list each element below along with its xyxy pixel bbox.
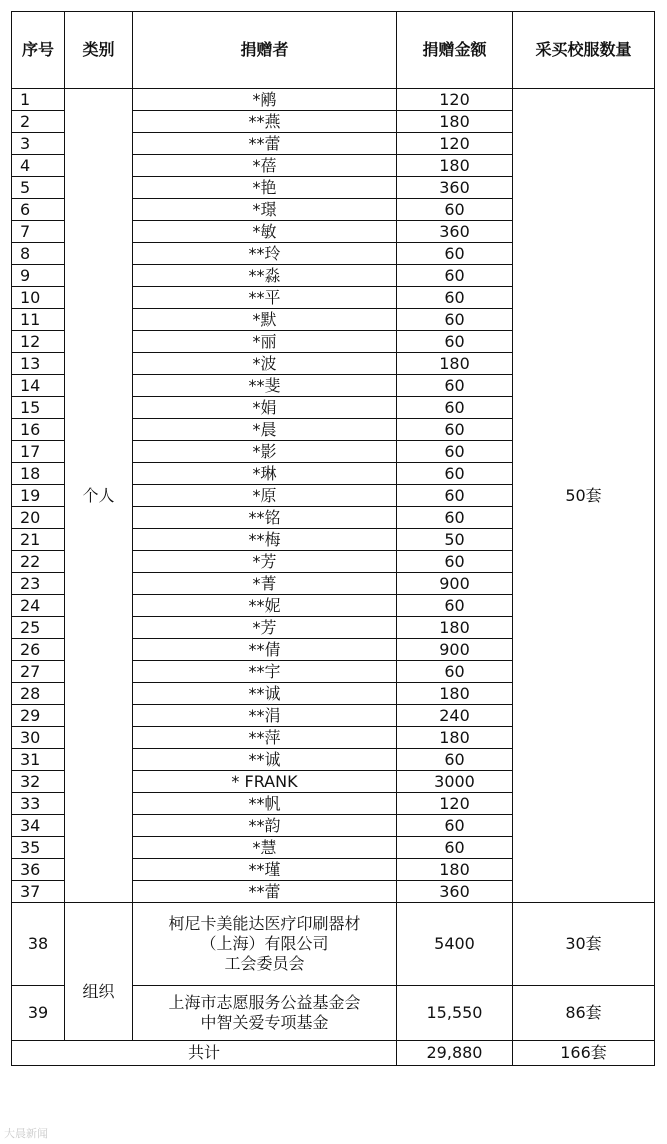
donor-cell: **平 xyxy=(133,287,397,309)
seq-cell: 38 xyxy=(12,903,65,986)
seq-cell: 10 xyxy=(12,287,65,309)
seq-cell: 9 xyxy=(12,265,65,287)
amount-cell: 900 xyxy=(397,639,513,661)
donor-cell: *艳 xyxy=(133,177,397,199)
donor-cell: **淼 xyxy=(133,265,397,287)
seq-cell: 15 xyxy=(12,397,65,419)
amount-cell: 60 xyxy=(397,309,513,331)
header-row xyxy=(12,12,655,89)
uniforms-cell: 30套 xyxy=(513,903,655,986)
donor-cell: *丽 xyxy=(133,331,397,353)
amount-cell: 60 xyxy=(397,331,513,353)
header-donor: 捐赠者 xyxy=(133,12,397,89)
donor-cell: **倩 xyxy=(133,639,397,661)
amount-cell: 180 xyxy=(397,155,513,177)
seq-cell: 20 xyxy=(12,507,65,529)
seq-cell: 3 xyxy=(12,133,65,155)
donor-cell: **燕 xyxy=(133,111,397,133)
seq-cell: 6 xyxy=(12,199,65,221)
seq-cell: 1 xyxy=(12,89,65,111)
table-row xyxy=(12,903,655,986)
category-cell: 个人 xyxy=(65,89,133,903)
donor-cell: *默 xyxy=(133,309,397,331)
amount-cell: 180 xyxy=(397,727,513,749)
amount-cell: 180 xyxy=(397,617,513,639)
amount-cell: 60 xyxy=(397,749,513,771)
amount-cell: 120 xyxy=(397,133,513,155)
amount-cell: 180 xyxy=(397,683,513,705)
seq-cell: 11 xyxy=(12,309,65,331)
donor-line: 上海市志愿服务公益基金会 xyxy=(168,993,361,1012)
donor-cell: **瑾 xyxy=(133,859,397,881)
amount-cell: 15,550 xyxy=(397,986,513,1041)
amount-cell: 120 xyxy=(397,793,513,815)
uniforms-cell: 86套 xyxy=(513,986,655,1041)
header-amount: 捐赠金额 xyxy=(397,12,513,89)
seq-cell: 32 xyxy=(12,771,65,793)
donor-line: 中智关爱专项基金 xyxy=(200,1013,329,1032)
donor-cell: *影 xyxy=(133,441,397,463)
header-seq: 序号 xyxy=(12,12,65,89)
donor-line: 柯尼卡美能达医疗印刷器材 xyxy=(168,914,361,933)
amount-cell: 60 xyxy=(397,815,513,837)
donation-table xyxy=(11,11,655,1066)
amount-cell: 60 xyxy=(397,485,513,507)
watermark: 大晨新闻 xyxy=(4,1127,48,1140)
amount-cell: 360 xyxy=(397,881,513,903)
seq-cell: 33 xyxy=(12,793,65,815)
total-label: 共计 xyxy=(12,1041,397,1066)
donor-cell: *芳 xyxy=(133,551,397,573)
seq-cell: 7 xyxy=(12,221,65,243)
donor-cell: **帆 xyxy=(133,793,397,815)
amount-cell: 180 xyxy=(397,111,513,133)
donor-cell: **蕾 xyxy=(133,881,397,903)
seq-cell: 17 xyxy=(12,441,65,463)
amount-cell: 60 xyxy=(397,199,513,221)
amount-cell: 60 xyxy=(397,551,513,573)
seq-cell: 12 xyxy=(12,331,65,353)
donor-cell: *波 xyxy=(133,353,397,375)
seq-cell: 26 xyxy=(12,639,65,661)
amount-cell: 60 xyxy=(397,595,513,617)
amount-cell: 180 xyxy=(397,353,513,375)
donor-cell: *璟 xyxy=(133,199,397,221)
amount-cell: 60 xyxy=(397,441,513,463)
amount-cell: 120 xyxy=(397,89,513,111)
amount-cell: 900 xyxy=(397,573,513,595)
seq-cell: 5 xyxy=(12,177,65,199)
donor-cell: * FRANK xyxy=(133,771,397,793)
donor-cell: *敏 xyxy=(133,221,397,243)
donor-cell: **诚 xyxy=(133,749,397,771)
amount-cell: 60 xyxy=(397,375,513,397)
donor-cell: **萍 xyxy=(133,727,397,749)
total-uniforms: 166套 xyxy=(513,1041,655,1066)
category-cell: 组织 xyxy=(65,903,133,1041)
amount-cell: 60 xyxy=(397,507,513,529)
seq-cell: 34 xyxy=(12,815,65,837)
seq-cell: 30 xyxy=(12,727,65,749)
seq-cell: 27 xyxy=(12,661,65,683)
total-row xyxy=(12,1041,655,1066)
amount-cell: 50 xyxy=(397,529,513,551)
donor-cell: *慧 xyxy=(133,837,397,859)
seq-cell: 8 xyxy=(12,243,65,265)
uniforms-cell: 50套 xyxy=(513,89,655,903)
seq-cell: 22 xyxy=(12,551,65,573)
seq-cell: 39 xyxy=(12,986,65,1041)
header-category: 类别 xyxy=(65,12,133,89)
donor-cell: **蕾 xyxy=(133,133,397,155)
amount-cell: 60 xyxy=(397,243,513,265)
donor-cell xyxy=(133,986,397,1041)
seq-cell: 31 xyxy=(12,749,65,771)
header-uniforms: 采买校服数量 xyxy=(513,12,655,89)
seq-cell: 23 xyxy=(12,573,65,595)
donor-cell: *蓓 xyxy=(133,155,397,177)
donor-cell: **诚 xyxy=(133,683,397,705)
donor-cell: *晨 xyxy=(133,419,397,441)
amount-cell: 60 xyxy=(397,463,513,485)
seq-cell: 24 xyxy=(12,595,65,617)
seq-cell: 28 xyxy=(12,683,65,705)
donor-line: 工会委员会 xyxy=(224,954,305,973)
donor-cell: *鹇 xyxy=(133,89,397,111)
seq-cell: 18 xyxy=(12,463,65,485)
seq-cell: 16 xyxy=(12,419,65,441)
amount-cell: 60 xyxy=(397,397,513,419)
donor-line: （上海）有限公司 xyxy=(200,934,329,953)
seq-cell: 37 xyxy=(12,881,65,903)
amount-cell: 60 xyxy=(397,287,513,309)
donor-cell: **斐 xyxy=(133,375,397,397)
amount-cell: 3000 xyxy=(397,771,513,793)
donor-cell: **宇 xyxy=(133,661,397,683)
donor-cell: **玲 xyxy=(133,243,397,265)
seq-cell: 36 xyxy=(12,859,65,881)
amount-cell: 360 xyxy=(397,177,513,199)
seq-cell: 14 xyxy=(12,375,65,397)
seq-cell: 19 xyxy=(12,485,65,507)
amount-cell: 60 xyxy=(397,265,513,287)
donor-cell: *原 xyxy=(133,485,397,507)
seq-cell: 35 xyxy=(12,837,65,859)
seq-cell: 25 xyxy=(12,617,65,639)
donor-cell xyxy=(133,903,397,986)
seq-cell: 13 xyxy=(12,353,65,375)
donor-cell: *娟 xyxy=(133,397,397,419)
amount-cell: 240 xyxy=(397,705,513,727)
donor-cell: *菁 xyxy=(133,573,397,595)
table-row xyxy=(12,89,655,111)
donor-cell: **铭 xyxy=(133,507,397,529)
donor-cell: **梅 xyxy=(133,529,397,551)
amount-cell: 60 xyxy=(397,419,513,441)
seq-cell: 21 xyxy=(12,529,65,551)
amount-cell: 60 xyxy=(397,837,513,859)
amount-cell: 180 xyxy=(397,859,513,881)
donor-cell: **妮 xyxy=(133,595,397,617)
donor-cell: *芳 xyxy=(133,617,397,639)
seq-cell: 2 xyxy=(12,111,65,133)
seq-cell: 4 xyxy=(12,155,65,177)
amount-cell: 360 xyxy=(397,221,513,243)
donor-cell: **韵 xyxy=(133,815,397,837)
amount-cell: 60 xyxy=(397,661,513,683)
donor-cell: *琳 xyxy=(133,463,397,485)
donor-cell: **涓 xyxy=(133,705,397,727)
amount-cell: 5400 xyxy=(397,903,513,986)
seq-cell: 29 xyxy=(12,705,65,727)
total-amount: 29,880 xyxy=(397,1041,513,1066)
